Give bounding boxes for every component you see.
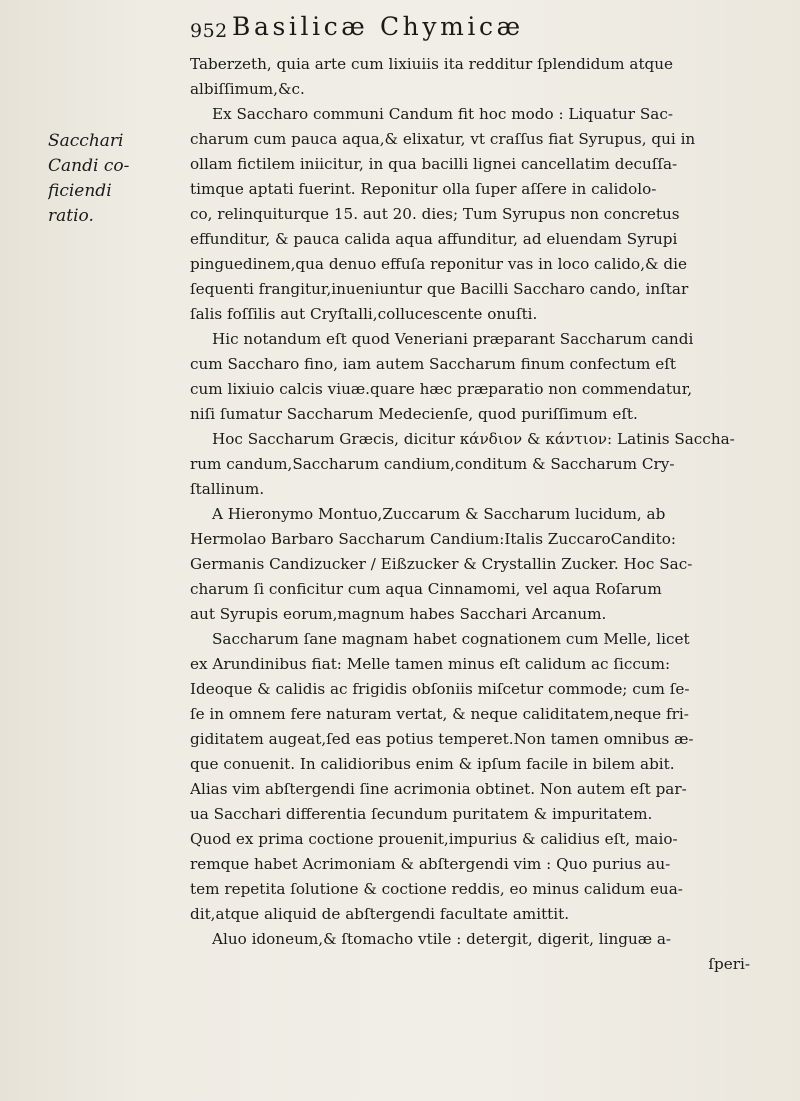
paragraph-start-line: Aluo idoneum,& ſtomacho vtile : detergit, digerit, linguæ a- [212,930,672,948]
text-line: Germanis Candizucker / Eißzucker & Crystallin Zucker. Hoc Sac- [190,555,693,573]
text-line: tem repetita ſolutione & coctione reddis, eo minus calidum eua- [190,880,683,898]
text-line: ollam fictilem iniicitur, in qua bacilli lignei cancellatim decuſſa- [190,155,678,173]
text-line: Ideoque & calidis ac frigidis obſoniis miſcetur commode; cum ſe- [190,680,690,698]
running-head: Basilicæ Chymicæ [232,12,524,41]
text-line: charum cum pauca aqua,& elixatur, vt craſſus fiat Syrupus, qui in [190,130,696,148]
text-line: ex Arundinibus fiat: Melle tamen minus eſt calidum ac ſiccum: [190,655,671,673]
text-line: giditatem augeat,ſed eas potius temperet.Non tamen omnibus æ- [190,730,694,748]
text-line: ſtallinum. [190,480,265,498]
text-line: niſi ſumatur Saccharum Medecienſe, quod puriſſimum eſt. [190,405,638,423]
text-line: rum candum,Saccharum candium,conditum & Saccharum Cry- [190,455,675,473]
page-number: 952 [190,20,228,42]
text-line: cum Saccharo fino, iam autem Saccharum finum confectum eſt [190,355,676,373]
text-line: Alias vim abſtergendi ſine acrimonia obtinet. Non autem eſt par- [190,780,687,798]
page-header [190,12,750,52]
paragraph-start-line: A Hieronymo Montuo,Zuccarum & Saccharum lucidum, ab [212,505,666,523]
text-line: albiſſimum,&c. [190,80,305,98]
text-line: aut Syrupis eorum,magnum habes Sacchari Arcanum. [190,605,607,623]
paragraph-start-line: Hoc Saccharum Græcis, dicitur κάνδιον & κάντιον: Latinis Saccha- [212,430,735,448]
margin-note-line: ratio. [48,206,94,226]
text-line: que conuenit. In calidioribus enim & ipſum facile in bilem abit. [190,755,675,773]
text-line: remque habet Acrimoniam & abſtergendi vim : Quo purius au- [190,855,671,873]
margin-note [48,129,168,229]
text-line: Taberzeth, quia arte cum lixiuiis ita redditur ſplendidum atque [190,55,674,73]
text-line: ſalis foſſilis aut Cryſtalli,collucescente onuſti. [190,305,538,323]
text-line: ſe in omnem fere naturam vertat, & neque caliditatem,neque fri- [190,705,689,723]
text-line: pinguedinem,qua denuo effuſa reponitur vas in loco calido,& die [190,255,687,273]
body-text [190,52,780,977]
paragraph-start-line: Hic notandum eſt quod Veneriani præparant Saccharum candi [212,330,694,348]
text-line: co, relinquiturque 15. aut 20. dies; Tum Syrupus non concretus [190,205,680,223]
text-line: timque aptati fuerint. Reponitur olla ſuper aſſere in calidolo- [190,180,657,198]
text-line: Hermolao Barbaro Saccharum Candium:Italis ZuccaroCandito: [190,530,677,548]
text-line: cum lixiuio calcis viuæ.quare hæc præparatio non commendatur, [190,380,693,398]
text-line: Quod ex prima coctione prouenit,impurius & calidius eſt, maio- [190,830,678,848]
text-line: dit,atque aliquid de abſtergendi facultate amittit. [190,905,570,923]
text-line: ua Sacchari differentia ſecundum puritatem & impuritatem. [190,805,653,823]
margin-note-line: ficiendi [48,181,112,201]
margin-note-line: Sacchari [48,131,124,151]
text-line: ſequenti frangitur,inueniuntur que Bacilli Saccharo cando, inſtar [190,280,689,298]
text-line: charum ſi conficitur cum aqua Cinnamomi, vel aqua Roſarum [190,580,662,598]
margin-note-line: Candi co- [48,156,130,176]
paragraph-start-line: Ex Saccharo communi Candum fit hoc modo : Liquatur Sac- [212,105,673,123]
text-line: effunditur, & pauca calida aqua affunditur, ad eluendam Syrupi [190,230,678,248]
paragraph-start-line: Saccharum ſane magnam habet cognationem cum Melle, licet [212,630,690,648]
catchword: ſperi- [708,955,750,973]
